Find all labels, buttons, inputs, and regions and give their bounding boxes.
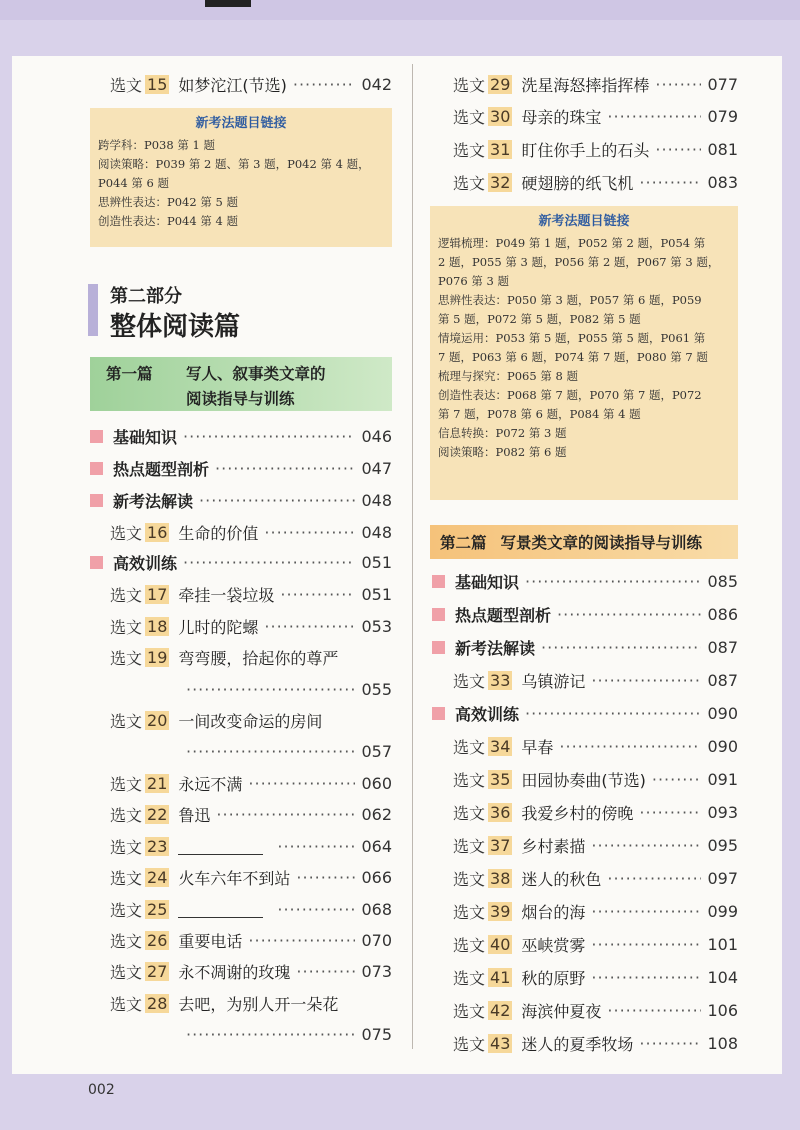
leader-dots: [280, 585, 355, 604]
entry-number: 36: [490, 802, 511, 822]
leader-dots: [183, 553, 355, 572]
leader-dots: [183, 427, 355, 446]
entry-title: 盯住你手上的石头: [521, 140, 650, 160]
toc-entry-18[interactable]: [110, 613, 392, 639]
toc-entry-33[interactable]: [453, 667, 738, 693]
entry-number: 40: [490, 934, 511, 954]
entry-title: 乡村素描: [521, 836, 586, 856]
entry-title: 如梦沱江(节选): [178, 75, 287, 95]
leader-dots: [655, 75, 701, 94]
entry-title: 生命的价值: [178, 523, 259, 543]
chapter-tag: 第二篇: [440, 533, 487, 552]
leader-dots: [293, 75, 356, 94]
entry-number: 29: [490, 74, 511, 94]
entry-prefix: 选文: [453, 968, 486, 988]
toc-entry-15[interactable]: [110, 71, 392, 97]
entry-number: 30: [490, 106, 511, 126]
entry-page: 070: [361, 930, 392, 950]
entry-prefix: 选文: [110, 617, 143, 637]
entry-prefix: 选文: [110, 994, 143, 1014]
entry-prefix: 选文: [110, 868, 143, 888]
leader-dots: [199, 491, 355, 510]
leader-dots: [652, 770, 702, 789]
section-page: 047: [361, 458, 392, 478]
entry-number: 22: [147, 804, 168, 824]
toc-entry-16[interactable]: [110, 519, 392, 545]
entry-title: 弯弯腰，拾起你的尊严: [178, 648, 339, 668]
entry-page: 090: [707, 736, 738, 756]
leader-dots: [607, 1001, 701, 1020]
toc-entry-28-cont[interactable]: [186, 1021, 392, 1047]
entry-page: 075: [361, 1024, 392, 1044]
part-bar: [88, 284, 98, 336]
entry-number: 28: [147, 993, 168, 1013]
section-hot-topics[interactable]: [90, 455, 392, 481]
section-marker: [90, 494, 103, 507]
section-page: 085: [707, 571, 738, 591]
entry-page: 048: [361, 522, 392, 542]
entry-page: 095: [707, 835, 738, 855]
entry-title: 田园协奏曲(节选): [521, 770, 646, 790]
entry-prefix: 选文: [453, 75, 486, 95]
section-label: 热点题型剖析: [113, 459, 210, 479]
link-box-left: [90, 108, 392, 247]
entry-prefix: 选文: [453, 737, 486, 757]
toc-entry-36[interactable]: [453, 799, 738, 825]
leader-dots: [525, 572, 701, 591]
entry-prefix: 选文: [453, 173, 486, 193]
toc-entry-20-cont[interactable]: [186, 738, 392, 764]
entry-title: 迷人的夏季牧场: [521, 1034, 634, 1054]
leader-dots: [591, 836, 701, 855]
entry-title: 去吧，为别人开一朵花: [178, 994, 339, 1014]
section-marker: [90, 430, 103, 443]
toc-entry-38[interactable]: [453, 865, 738, 891]
toc-entry-21[interactable]: [110, 770, 392, 796]
page-number: 002: [88, 1082, 115, 1098]
entry-title: 永远不满: [178, 774, 243, 794]
entry-number: 20: [147, 710, 168, 730]
section-marker: [90, 556, 103, 569]
blank-title-line: [178, 901, 263, 918]
entry-number: 32: [490, 172, 511, 192]
entry-title: 巫峡赏雾: [521, 935, 586, 955]
entry-number: 17: [147, 584, 168, 604]
leader-dots: [559, 737, 701, 756]
link-line: 情境运用：P053 第 5 题，P055 第 5 题，P061 第: [438, 331, 706, 345]
leader-dots: [591, 902, 701, 921]
leader-dots: [639, 1034, 701, 1053]
entry-number: 33: [490, 670, 511, 690]
chapter-title-line1: 写人、叙事类文章的: [186, 364, 326, 383]
entry-number: 42: [490, 1000, 511, 1020]
leader-dots: [639, 803, 701, 822]
chapter-title: 写景类文章的阅读指导与训练: [500, 533, 703, 552]
leader-dots: [264, 617, 355, 636]
link-line: 第 7 题，P078 第 6 题，P084 第 4 题: [438, 407, 641, 421]
toc-entry-20[interactable]: [110, 707, 392, 733]
entry-title: 秋的原野: [521, 968, 586, 988]
entry-prefix: 选文: [453, 902, 486, 922]
link-line: 信息转换：P072 第 3 题: [438, 426, 567, 440]
entry-number: 18: [147, 616, 168, 636]
entry-title: 母亲的珠宝: [521, 107, 602, 127]
section-page: 086: [707, 604, 738, 624]
link-line: 阅读策略：P082 第 6 题: [438, 445, 567, 459]
section-marker: [432, 707, 445, 720]
entry-page: 087: [707, 670, 738, 690]
link-line: P044 第 6 题: [98, 176, 169, 190]
part-title: 整体阅读篇: [110, 312, 241, 342]
leader-dots: [591, 968, 701, 987]
section-page: 087: [707, 637, 738, 657]
link-line: 跨学科：P038 第 1 题: [98, 138, 215, 152]
link-line: 第 5 题，P072 第 5 题，P082 第 5 题: [438, 312, 641, 326]
part-subtitle: 第二部分: [110, 286, 182, 307]
entry-title: 重要电话: [178, 931, 243, 951]
toc-entry-19[interactable]: [110, 644, 392, 670]
leader-dots: [296, 962, 355, 981]
toc-entry-24[interactable]: [110, 864, 392, 890]
entry-page: 068: [361, 899, 392, 919]
chapter-tag: 第一篇: [106, 364, 153, 383]
link-line: 创造性表达：P044 第 4 题: [98, 214, 238, 228]
entry-number: 15: [147, 74, 168, 94]
leader-dots: [215, 459, 355, 478]
toc-entry-40[interactable]: [453, 931, 738, 957]
section-new-methods-2[interactable]: [432, 634, 738, 660]
link-line: 思辨性表达：P042 第 5 题: [98, 195, 238, 209]
section-marker: [432, 641, 445, 654]
section-label: 高效训练: [455, 704, 520, 724]
entry-prefix: 选文: [453, 1034, 486, 1054]
entry-prefix: 选文: [110, 962, 143, 982]
link-line: 2 题，P055 第 3 题，P056 第 2 题，P067 第 3 题，: [438, 255, 720, 269]
entry-title: 硬翅膀的纸飞机: [521, 173, 634, 193]
leader-dots: [296, 868, 355, 887]
entry-title: 儿时的陀螺: [178, 617, 259, 637]
entry-number: 19: [147, 647, 168, 667]
link-line: 逻辑梳理：P049 第 1 题，P052 第 2 题，P054 第: [438, 236, 706, 250]
entry-page: 051: [361, 584, 392, 604]
section-training-2[interactable]: [432, 700, 738, 726]
chapter-banner-2: [430, 525, 738, 559]
leader-dots: [655, 140, 701, 159]
entry-prefix: 选文: [453, 935, 486, 955]
section-label: 基础知识: [113, 427, 178, 447]
section-new-methods[interactable]: [90, 487, 392, 513]
section-label: 热点题型剖析: [455, 605, 552, 625]
entry-number: 37: [490, 835, 511, 855]
leader-dots: [277, 900, 355, 919]
link-line: 7 题，P063 第 6 题，P074 第 7 题，P080 第 7 题: [438, 350, 708, 364]
toc-entry-25[interactable]: [110, 896, 392, 922]
toc-entry-17[interactable]: [110, 581, 392, 607]
entry-number: 16: [147, 522, 168, 542]
section-basics-2[interactable]: [432, 568, 738, 594]
entry-number: 41: [490, 967, 511, 987]
chapter-banner-1: [90, 357, 392, 411]
entry-page: 077: [707, 74, 738, 94]
link-box-right: [430, 206, 738, 500]
entry-prefix: 选文: [110, 711, 143, 731]
top-edge-strip: [0, 0, 800, 20]
link-box-title: 新考法题目链接: [195, 116, 287, 131]
toc-entry-35[interactable]: [453, 766, 738, 792]
entry-title: 洗星海怒摔指挥棒: [521, 75, 650, 95]
toc-entry-34[interactable]: [453, 733, 738, 759]
column-divider: [412, 64, 413, 1049]
entry-title: 早春: [521, 737, 554, 757]
entry-page: 079: [707, 106, 738, 126]
leader-dots: [186, 1025, 355, 1044]
entry-prefix: 选文: [110, 585, 143, 605]
leader-dots: [248, 774, 355, 793]
section-label: 新考法解读: [455, 638, 536, 658]
toc-entry-28[interactable]: [110, 990, 392, 1016]
leader-dots: [186, 742, 355, 761]
link-line: 思辨性表达：P050 第 3 题，P057 第 6 题，P059: [438, 293, 702, 307]
leader-dots: [264, 523, 355, 542]
entry-number: 27: [147, 961, 168, 981]
entry-number: 43: [490, 1033, 511, 1053]
entry-title: 海滨仲夏夜: [521, 1001, 602, 1021]
entry-prefix: 选文: [453, 803, 486, 823]
blank-title-line: [178, 838, 263, 855]
entry-title: 永不凋谢的玫瑰: [178, 962, 291, 982]
entry-page: 053: [361, 616, 392, 636]
toc-entry-42[interactable]: [453, 997, 738, 1023]
entry-prefix: 选文: [110, 931, 143, 951]
entry-page: 055: [361, 679, 392, 699]
section-page: 048: [361, 490, 392, 510]
entry-prefix: 选文: [110, 523, 143, 543]
entry-prefix: 选文: [453, 140, 486, 160]
entry-page: 066: [361, 867, 392, 887]
entry-prefix: 选文: [110, 900, 143, 920]
entry-title: 鲁迅: [178, 805, 211, 825]
entry-prefix: 选文: [453, 770, 486, 790]
entry-page: 042: [361, 74, 392, 94]
entry-page: 091: [707, 769, 738, 789]
toc-entry-19-cont[interactable]: [186, 676, 392, 702]
entry-page: 097: [707, 868, 738, 888]
leader-dots: [541, 638, 701, 657]
entry-title: 迷人的秋色: [521, 869, 602, 889]
entry-prefix: 选文: [110, 75, 143, 95]
entry-title: 烟台的海: [521, 902, 586, 922]
entry-prefix: 选文: [453, 1001, 486, 1021]
leader-dots: [591, 935, 701, 954]
link-line: 创造性表达：P068 第 7 题，P070 第 7 题，P072: [438, 388, 702, 402]
section-label: 高效训练: [113, 553, 178, 573]
toc-entry-29[interactable]: [453, 71, 738, 97]
entry-title: 乌镇游记: [521, 671, 586, 691]
entry-number: 35: [490, 769, 511, 789]
entry-page: 083: [707, 172, 738, 192]
section-marker: [432, 575, 445, 588]
section-marker: [90, 462, 103, 475]
toc-entry-26[interactable]: [110, 927, 392, 953]
entry-prefix: 选文: [453, 107, 486, 127]
section-hot-topics-2[interactable]: [432, 601, 738, 627]
toc-entry-41[interactable]: [453, 964, 738, 990]
entry-prefix: 选文: [110, 837, 143, 857]
toc-entry-22[interactable]: [110, 801, 392, 827]
toc-entry-27[interactable]: [110, 958, 392, 984]
leader-dots: [639, 173, 701, 192]
entry-number: 25: [147, 899, 168, 919]
entry-prefix: 选文: [453, 671, 486, 691]
entry-number: 38: [490, 868, 511, 888]
entry-prefix: 选文: [110, 774, 143, 794]
leader-dots: [216, 805, 355, 824]
section-marker: [432, 608, 445, 621]
entry-number: 21: [147, 773, 168, 793]
binding-mark: [205, 0, 251, 7]
link-line: P076 第 3 题: [438, 274, 509, 288]
entry-number: 26: [147, 930, 168, 950]
entry-number: 23: [147, 836, 168, 856]
section-training[interactable]: [90, 549, 392, 575]
section-page: 051: [361, 552, 392, 572]
entry-page: 081: [707, 139, 738, 159]
link-line: 阅读策略：P039 第 2 题、第 3 题，P042 第 4 题，: [98, 157, 370, 171]
section-label: 新考法解读: [113, 491, 194, 511]
entry-page: 064: [361, 836, 392, 856]
leader-dots: [277, 837, 355, 856]
link-box-title: 新考法题目链接: [538, 214, 630, 229]
entry-page: 073: [361, 961, 392, 981]
toc-entry-31[interactable]: [453, 136, 738, 162]
leader-dots: [591, 671, 701, 690]
entry-prefix: 选文: [110, 648, 143, 668]
leader-dots: [607, 869, 701, 888]
entry-page: 101: [707, 934, 738, 954]
entry-number: 24: [147, 867, 168, 887]
leader-dots: [525, 704, 701, 723]
toc-entry-23[interactable]: [110, 833, 392, 859]
toc-entry-30[interactable]: [453, 103, 738, 129]
entry-page: 057: [361, 741, 392, 761]
leader-dots: [557, 605, 701, 624]
entry-title: 牵挂一袋垃圾: [178, 585, 275, 605]
entry-page: 106: [707, 1000, 738, 1020]
entry-title: 火车六年不到站: [178, 868, 291, 888]
toc-entry-39[interactable]: [453, 898, 738, 924]
leader-dots: [607, 107, 701, 126]
link-line: 梳理与探究：P065 第 8 题: [438, 369, 578, 383]
entry-number: 34: [490, 736, 511, 756]
toc-entry-37[interactable]: [453, 832, 738, 858]
entry-number: 39: [490, 901, 511, 921]
entry-page: 108: [707, 1033, 738, 1053]
section-page: 046: [361, 426, 392, 446]
entry-page: 093: [707, 802, 738, 822]
leader-dots: [248, 931, 355, 950]
section-basics[interactable]: [90, 423, 392, 449]
entry-page: 104: [707, 967, 738, 987]
entry-title: 我爱乡村的傍晚: [521, 803, 634, 823]
section-label: 基础知识: [455, 572, 520, 592]
toc-entry-43[interactable]: [453, 1030, 738, 1056]
entry-prefix: 选文: [453, 869, 486, 889]
entry-number: 31: [490, 139, 511, 159]
chapter-title-line2: 阅读指导与训练: [186, 389, 295, 408]
toc-entry-32[interactable]: [453, 169, 738, 195]
entry-prefix: 选文: [110, 805, 143, 825]
entry-page: 099: [707, 901, 738, 921]
entry-page: 060: [361, 773, 392, 793]
entry-title: 一间改变命运的房间: [178, 711, 323, 731]
leader-dots: [186, 680, 355, 699]
entry-page: 062: [361, 804, 392, 824]
entry-prefix: 选文: [453, 836, 486, 856]
section-page: 090: [707, 703, 738, 723]
